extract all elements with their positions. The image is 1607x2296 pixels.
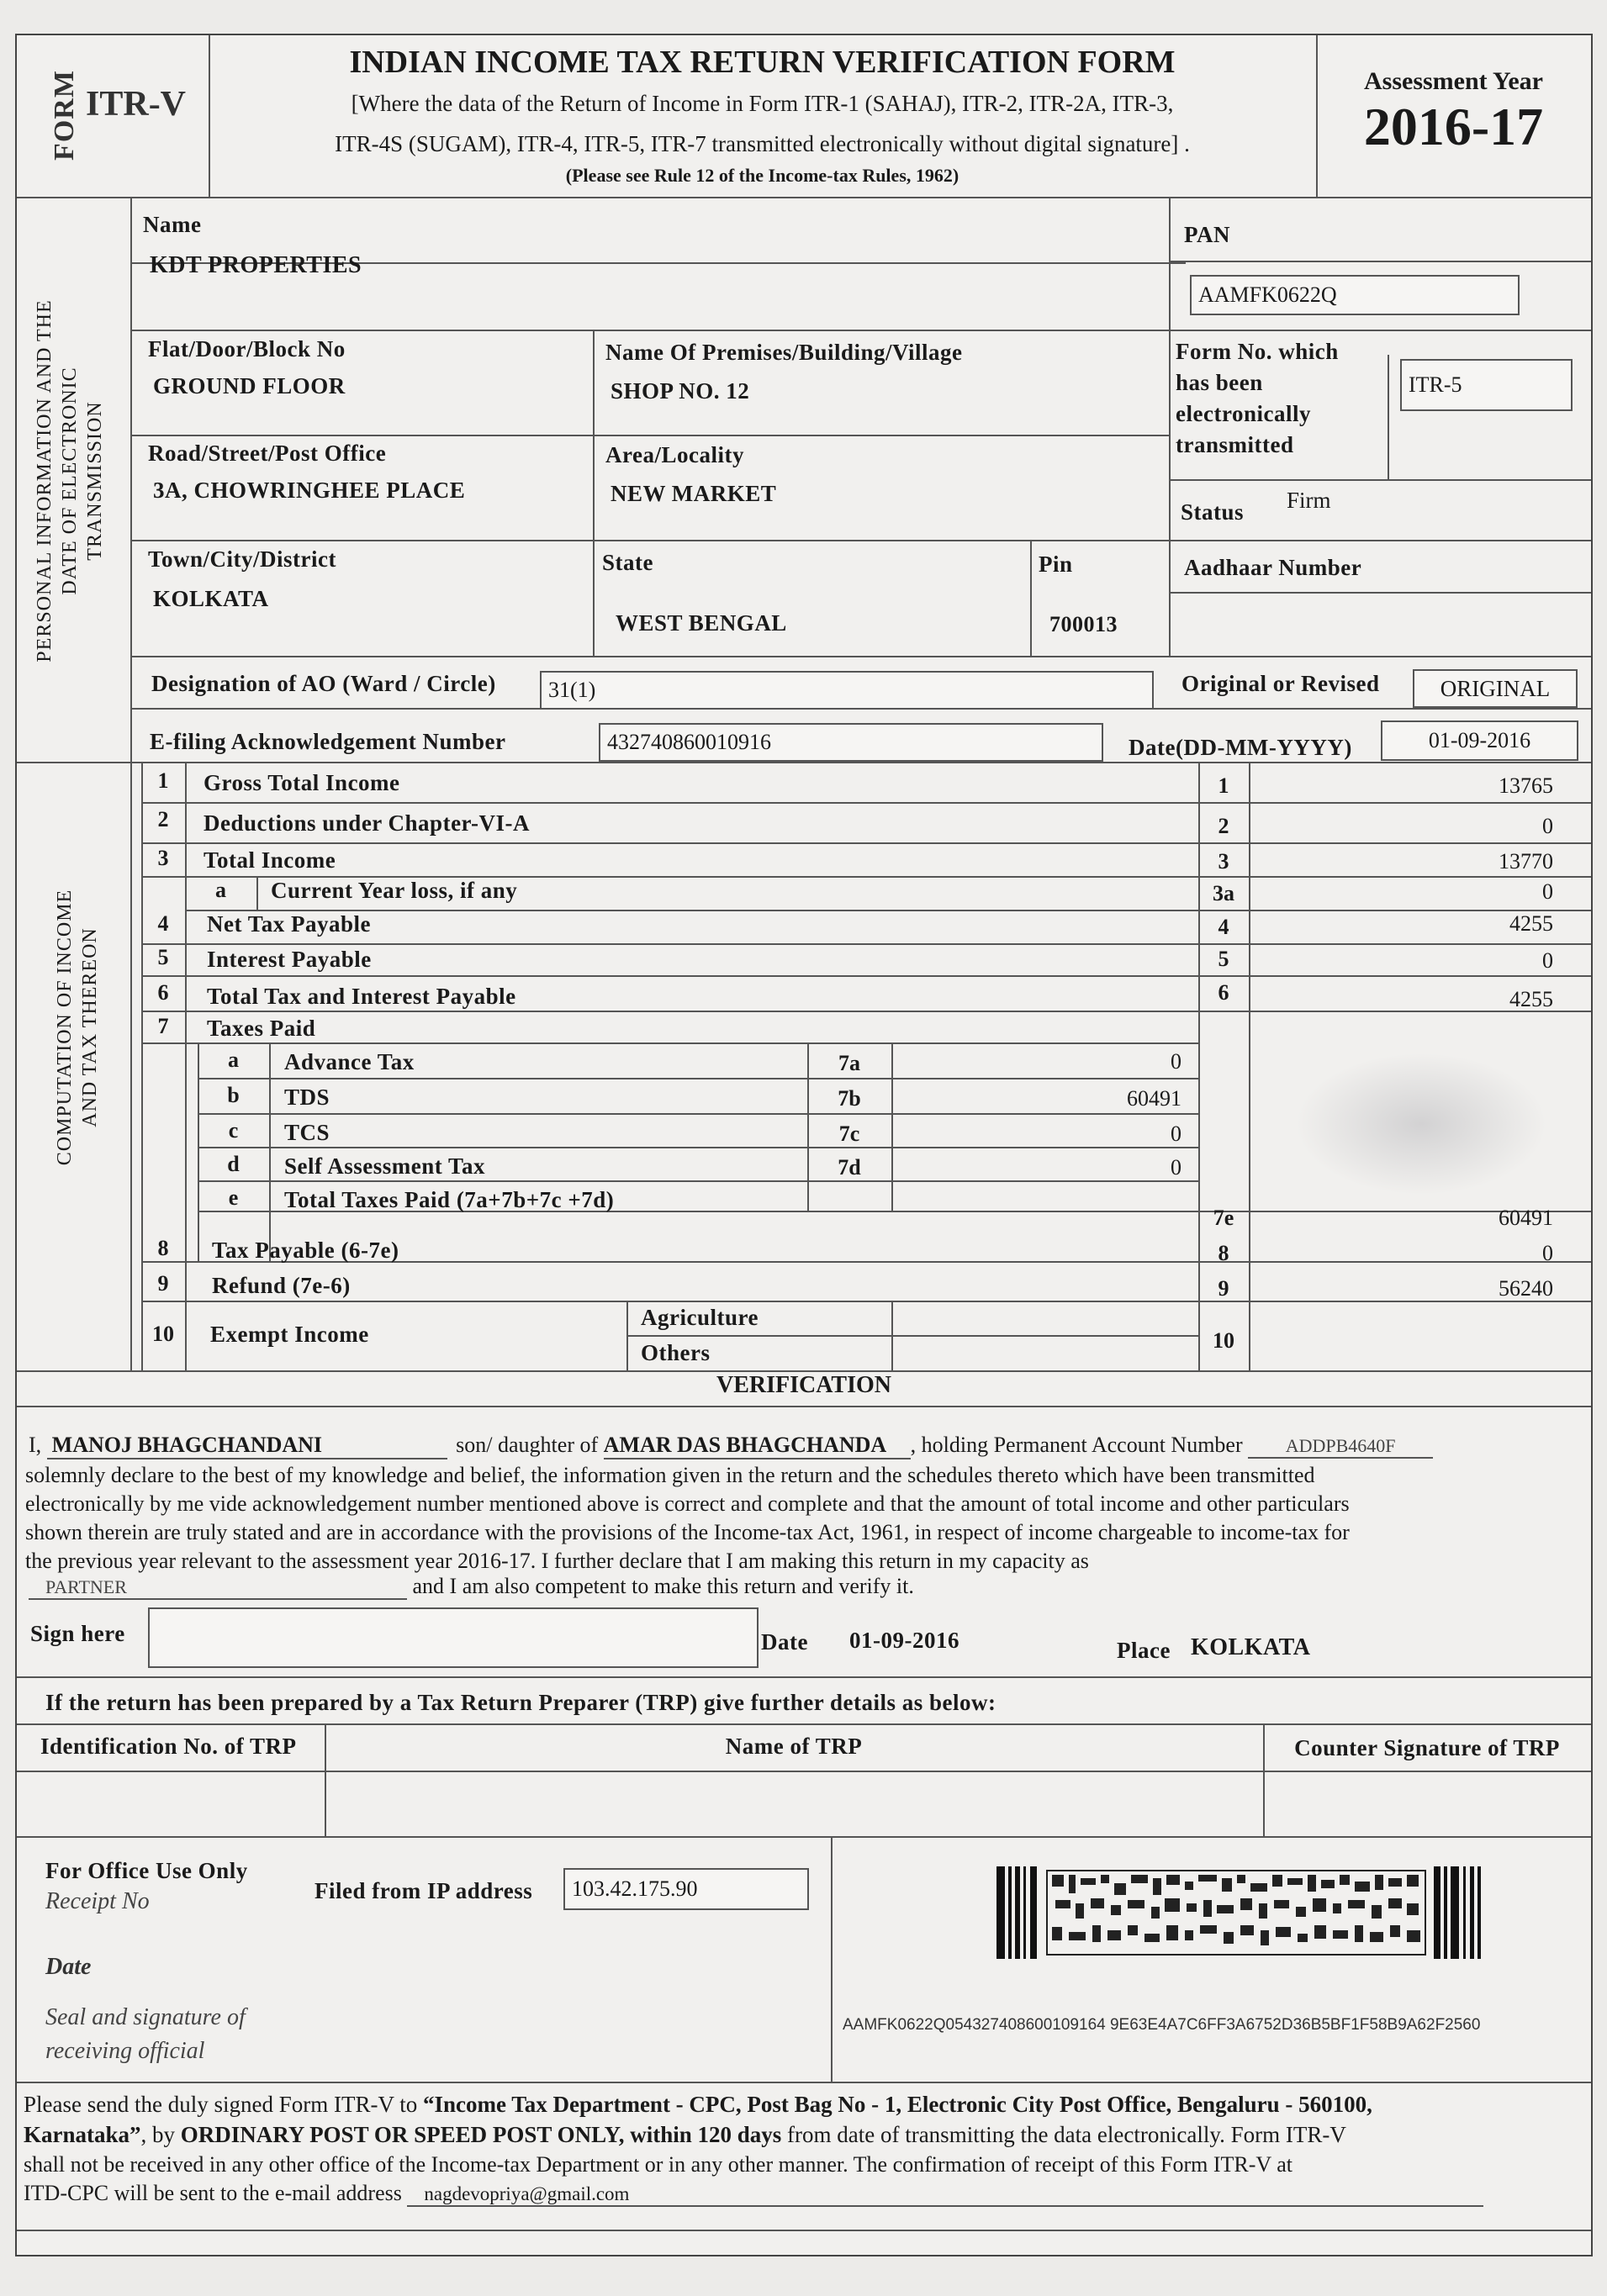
road-label: Road/Street/Post Office [148, 441, 387, 466]
row-10-code: 10 [1213, 1328, 1234, 1353]
verification-date-label: Date [761, 1629, 808, 1655]
row-7b-code: 7b [838, 1086, 861, 1111]
trp-name-column: Name of TRP [725, 1734, 863, 1759]
row-7e-code: 7e [1213, 1206, 1234, 1230]
signature-box[interactable] [148, 1607, 759, 1668]
row-3-label: Total Income [204, 847, 336, 873]
row-5-value: 0 [1542, 948, 1553, 973]
row-9-value: 56240 [1499, 1276, 1553, 1301]
row-4-code: 4 [1218, 915, 1229, 939]
email-address: nagdevopriya@gmail.com [407, 2183, 1483, 2207]
row-2-value: 0 [1542, 814, 1553, 838]
state-value: WEST BENGAL [616, 610, 787, 636]
verification-title: VERIFICATION [716, 1372, 891, 1398]
stamp-smudge [1295, 1053, 1547, 1196]
computation-section-label: COMPUTATION OF INCOME AND TAX THEREON [54, 889, 101, 1166]
row-5-code: 5 [1218, 947, 1229, 971]
assessment-year-label: Assessment Year [1363, 67, 1544, 95]
row-4-sn: 4 [157, 911, 169, 936]
name-label: Name [143, 212, 202, 237]
declarant-name: MANOJ BHAGCHANDANI [47, 1433, 447, 1459]
row-7c-value: 0 [1171, 1122, 1181, 1146]
trp-intro: If the return has been prepared by a Tax Return Preparer (TRP) give further details as below: [45, 1690, 996, 1715]
row-7b-sn: b [227, 1083, 240, 1107]
row-1-sn: 1 [157, 768, 169, 793]
barcode-icon [996, 1866, 1493, 1959]
ack-label: E-filing Acknowledgement Number [150, 729, 506, 754]
form-subtitle-1: [Where the data of the Return of Income in Form ITR-1 (SAHAJ), ITR-2, ITR-2A, ITR-3, [351, 91, 1174, 116]
area-value: NEW MARKET [611, 481, 777, 506]
place-label: Place [1117, 1638, 1171, 1663]
row-7a-sn: a [228, 1048, 239, 1072]
row-6-sn: 6 [157, 980, 169, 1005]
pin-value: 700013 [1049, 612, 1118, 636]
verification-line-6: PARTNER and I am also competent to make this return and verify it. [29, 1574, 914, 1600]
road-value: 3A, CHOWRINGHEE PLACE [153, 478, 466, 503]
aadhaar-label: Aadhaar Number [1184, 555, 1362, 580]
row-7c-sn: c [228, 1118, 239, 1143]
row-7-label: Taxes Paid [207, 1016, 316, 1041]
row-3-value: 13770 [1499, 849, 1553, 874]
name-value: KDT PROPERTIES [150, 252, 362, 278]
row-5-label: Interest Payable [207, 947, 372, 972]
area-label: Area/Locality [605, 442, 744, 467]
row-1-code: 1 [1218, 773, 1229, 798]
row-10-sn: 10 [152, 1322, 174, 1346]
row-3-sn: 3 [157, 846, 169, 870]
status-label: Status [1181, 499, 1245, 525]
town-label: Town/City/District [148, 546, 336, 572]
personal-section-label: PERSONAL INFORMATION AND THE DATE OF ELECTRONIC TRANSMISSION [34, 299, 106, 662]
town-value: KOLKATA [153, 586, 269, 611]
pan-value: AAMFK0622Q [1190, 275, 1520, 315]
trp-id-column: Identification No. of TRP [40, 1734, 297, 1759]
row-9-label: Refund (7e-6) [212, 1273, 351, 1298]
row-1-value: 13765 [1499, 773, 1553, 798]
receipt-no-label: Receipt No [45, 1888, 150, 1914]
form-no-label: Form No. which has been electronically transmitted [1176, 339, 1339, 457]
row-3a-sn: a [215, 878, 226, 902]
row-7d-value: 0 [1171, 1155, 1181, 1180]
row-10-label: Exempt Income [210, 1322, 369, 1347]
row-10-agriculture-label: Agriculture [641, 1305, 759, 1330]
row-6-code: 6 [1218, 980, 1229, 1005]
sign-here-label: Sign here [30, 1621, 125, 1646]
status-value: Firm [1287, 488, 1331, 513]
declarant-father-name: AMAR DAS BHAGCHANDA [604, 1433, 911, 1459]
row-3-code: 3 [1218, 849, 1229, 874]
row-3a-code: 3a [1213, 881, 1234, 905]
verification-line-3: electronically by me vide acknowledgement number mentioned above is correct and complete and that the amount of total income and other particulars [25, 1491, 1350, 1516]
capacity-value: PARTNER [29, 1576, 407, 1600]
row-10-others-label: Others [641, 1340, 711, 1365]
row-7e-value: 60491 [1499, 1206, 1553, 1230]
row-9-code: 9 [1218, 1276, 1229, 1301]
row-2-sn: 2 [157, 807, 169, 831]
row-7e-sn: e [228, 1185, 239, 1210]
ip-value: 103.42.175.90 [563, 1868, 809, 1910]
row-9-sn: 9 [157, 1271, 169, 1296]
trp-signature-column: Counter Signature of TRP [1294, 1735, 1560, 1760]
row-6-label: Total Tax and Interest Payable [207, 984, 516, 1009]
flat-value: GROUND FLOOR [153, 373, 346, 399]
premises-value: SHOP NO. 12 [611, 378, 750, 404]
verification-line-5: the previous year relevant to the assessment year 2016-17. I further declare that I am making this return in my capacity as [25, 1549, 1089, 1573]
itr-v-form [15, 34, 1593, 2256]
row-5-sn: 5 [157, 945, 169, 969]
row-8-sn: 8 [157, 1236, 169, 1260]
filing-date-value: 01-09-2016 [1381, 720, 1578, 761]
row-4-label: Net Tax Payable [207, 911, 372, 937]
pin-label: Pin [1039, 552, 1073, 577]
ao-label: Designation of AO (Ward / Circle) [151, 671, 496, 696]
ip-label: Filed from IP address [315, 1878, 533, 1903]
verification-line-1: I, MANOJ BHAGCHANDANI son/ daughter of AMAR DAS BHAGCHANDA , holding Permanent Account Number ADDPB4640F [29, 1433, 1433, 1459]
office-date-label: Date [45, 1954, 92, 1980]
premises-label: Name Of Premises/Building/Village [605, 340, 963, 365]
filing-date-label: Date(DD-MM-YYYY) [1129, 735, 1352, 760]
original-revised-value: ORIGINAL [1413, 669, 1578, 708]
footer-line-2: Karnataka”, by ORDINARY POST OR SPEED POST ONLY, within 120 days from date of transmitting the data electronically. Form ITR-V [24, 2122, 1346, 2147]
footer-line-4: ITD-CPC will be sent to the e-mail address nagdevopriya@gmail.com [24, 2181, 1483, 2207]
barcode-text: AAMFK0622Q054327408600109164 9E63E4A7C6FF3A6752D36B5BF1F58B9A62F2560 [843, 2016, 1481, 2034]
row-8-code: 8 [1218, 1241, 1229, 1265]
state-label: State [602, 550, 653, 575]
ao-value: 31(1) [540, 671, 1154, 710]
row-2-code: 2 [1218, 814, 1229, 838]
footer-line-3: shall not be received in any other office of the Income-tax Department or in any other manner. The confirmation of receipt of this Form ITR-V at [24, 2152, 1292, 2177]
footer-line-1: Please send the duly signed Form ITR-V to “Income Tax Department - CPC, Post Bag No - 1, Electronic City Post Office, Bengaluru - 560100, [24, 2092, 1372, 2117]
row-7a-code: 7a [838, 1051, 860, 1075]
form-subtitle-2: ITR-4S (SUGAM), ITR-4, ITR-5, ITR-7 transmitted electronically without digital signature] . [335, 131, 1190, 156]
row-7c-label: TCS [284, 1120, 330, 1145]
row-2-label: Deductions under Chapter-VI-A [204, 810, 531, 836]
row-7e-label: Total Taxes Paid (7a+7b+7c +7d) [284, 1187, 615, 1212]
row-3a-value: 0 [1542, 879, 1553, 904]
row-7c-code: 7c [838, 1122, 860, 1146]
row-7-sn: 7 [157, 1014, 169, 1038]
flat-label: Flat/Door/Block No [148, 336, 346, 362]
form-label: FORM [49, 70, 80, 161]
row-3a-label: Current Year loss, if any [271, 878, 518, 903]
row-7b-value: 60491 [1127, 1086, 1181, 1111]
assessment-year-value: 2016-17 [1363, 97, 1544, 156]
row-8-value: 0 [1542, 1241, 1553, 1265]
form-code: ITR-V [86, 85, 187, 124]
place-value: KOLKATA [1191, 1634, 1311, 1660]
form-no-value: ITR-5 [1400, 359, 1573, 411]
office-use-label: For Office Use Only [45, 1858, 248, 1883]
pan-label: PAN [1184, 222, 1230, 247]
row-7a-value: 0 [1171, 1049, 1181, 1074]
row-8-label: Tax Payable (6-7e) [212, 1238, 399, 1263]
row-7d-label: Self Assessment Tax [284, 1153, 486, 1179]
declarant-pan: ADDPB4640F [1248, 1435, 1433, 1459]
row-7d-code: 7d [838, 1155, 861, 1180]
form-subtitle-3: (Please see Rule 12 of the Income-tax Rules, 1962) [565, 165, 959, 186]
row-7b-label: TDS [284, 1085, 330, 1110]
form-title: INDIAN INCOME TAX RETURN VERIFICATION FORM [349, 45, 1176, 80]
verification-date-value: 01-09-2016 [849, 1628, 959, 1653]
ack-value: 432740860010916 [599, 723, 1103, 762]
seal-label: Seal and signature of receiving official [45, 2004, 246, 2064]
row-7a-label: Advance Tax [284, 1049, 415, 1074]
row-4-value: 4255 [1509, 911, 1553, 936]
original-revised-label: Original or Revised [1181, 671, 1380, 696]
row-1-label: Gross Total Income [204, 770, 400, 795]
verification-line-4: shown therein are truly stated and are in accordance with the provisions of the Income-tax Act, 1961, in respect of income chargeable to income-tax for [25, 1520, 1350, 1544]
verification-line-2: solemnly declare to the best of my knowledge and belief, the information given in the return and the schedules thereto which have been transmitted [25, 1463, 1315, 1487]
row-7d-sn: d [227, 1152, 240, 1176]
row-6-value: 4255 [1509, 987, 1553, 1011]
